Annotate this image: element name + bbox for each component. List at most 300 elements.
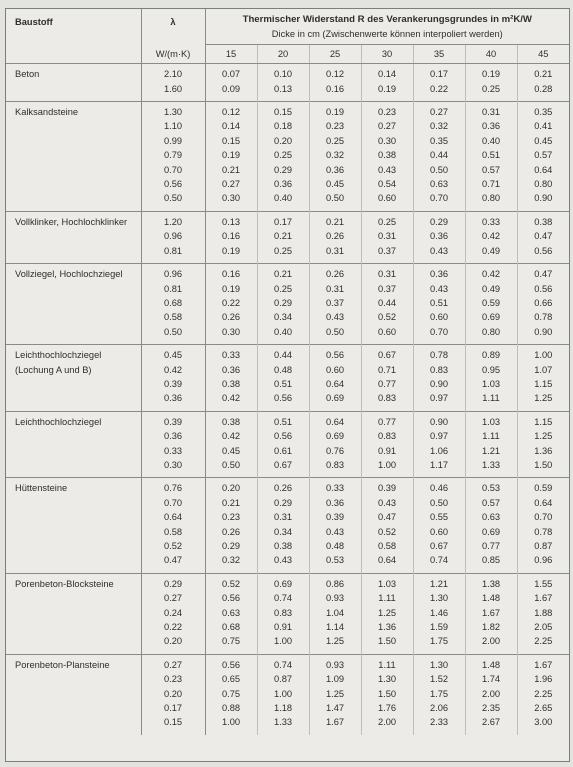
resistance-value: 2.33 (413, 715, 465, 734)
table-row (6, 64, 569, 82)
resistance-value: 0.52 (205, 573, 257, 591)
material-name-empty (6, 244, 141, 264)
resistance-value: 0.29 (257, 163, 309, 177)
resistance-value: 0.12 (309, 64, 361, 82)
resistance-value: 0.56 (517, 244, 569, 264)
resistance-value: 0.64 (309, 377, 361, 391)
resistance-value: 0.17 (413, 64, 465, 82)
resistance-value: 0.39 (361, 478, 413, 496)
resistance-value: 0.43 (361, 163, 413, 177)
resistance-value: 0.69 (257, 573, 309, 591)
resistance-value: 0.23 (309, 119, 361, 133)
material-name-empty (6, 377, 141, 391)
material-name: Vollklinker, Hochlochklinker (6, 211, 141, 229)
resistance-value: 0.34 (257, 525, 309, 539)
resistance-value: 0.31 (465, 102, 517, 120)
resistance-value: 0.26 (205, 525, 257, 539)
lambda-value: 0.50 (141, 325, 205, 345)
thickness-label: 40 (465, 44, 517, 63)
resistance-value: 0.48 (309, 539, 361, 553)
resistance-value: 2.25 (517, 634, 569, 654)
material-name-empty (6, 444, 141, 458)
resistance-value: 0.69 (465, 525, 517, 539)
resistance-value: 0.60 (413, 310, 465, 324)
lambda-value: 0.20 (141, 687, 205, 701)
resistance-value: 0.48 (257, 363, 309, 377)
resistance-value: 1.50 (361, 687, 413, 701)
lambda-header: λ (141, 9, 205, 44)
table-row (6, 391, 569, 411)
lambda-value: 0.27 (141, 654, 205, 672)
resistance-value: 0.70 (413, 191, 465, 211)
resistance-value: 1.67 (517, 591, 569, 605)
resistance-value: 0.19 (205, 244, 257, 264)
resistance-value: 0.20 (257, 134, 309, 148)
resistance-value: 0.09 (205, 82, 257, 102)
table-row (6, 510, 569, 524)
resistance-value: 0.77 (361, 411, 413, 429)
resistance-value: 1.88 (517, 606, 569, 620)
material-name-empty (6, 591, 141, 605)
lambda-value: 0.70 (141, 496, 205, 510)
resistance-value: 0.36 (413, 264, 465, 282)
lambda-value: 0.36 (141, 391, 205, 411)
resistance-value: 0.64 (517, 163, 569, 177)
table-row (6, 148, 569, 162)
resistance-value: 0.51 (257, 377, 309, 391)
table-row (6, 163, 569, 177)
resistance-value: 1.33 (257, 715, 309, 734)
table-row (6, 345, 569, 363)
material-name-empty (6, 282, 141, 296)
resistance-value: 0.42 (205, 391, 257, 411)
resistance-value: 0.80 (465, 325, 517, 345)
lambda-value: 0.58 (141, 310, 205, 324)
resistance-value: 0.21 (309, 211, 361, 229)
resistance-value: 0.19 (205, 282, 257, 296)
table-row (6, 654, 569, 672)
resistance-value: 0.16 (205, 264, 257, 282)
table-body (6, 64, 569, 735)
material-name: Leichthochlochziegel (6, 411, 141, 429)
resistance-value: 1.46 (413, 606, 465, 620)
lambda-value: 0.76 (141, 478, 205, 496)
resistance-value: 0.33 (205, 345, 257, 363)
resistance-value: 0.55 (413, 510, 465, 524)
resistance-value: 1.74 (465, 672, 517, 686)
material-name-empty (6, 148, 141, 162)
table-row (6, 102, 569, 120)
lambda-value: 0.15 (141, 715, 205, 734)
resistance-value: 0.25 (309, 134, 361, 148)
resistance-value: 0.33 (465, 211, 517, 229)
resistance-value: 0.74 (257, 591, 309, 605)
table-row (6, 411, 569, 429)
resistance-value: 0.30 (361, 134, 413, 148)
resistance-value: 0.61 (257, 444, 309, 458)
baustoff-header: Baustoff (15, 17, 53, 27)
resistance-value: 2.00 (465, 634, 517, 654)
resistance-value: 0.32 (413, 119, 465, 133)
resistance-value: 1.09 (309, 672, 361, 686)
material-name-empty (6, 525, 141, 539)
resistance-value: 0.70 (413, 325, 465, 345)
material-name: Vollziegel, Hochlochziegel (6, 264, 141, 282)
resistance-value: 0.74 (413, 553, 465, 573)
resistance-value: 0.21 (517, 64, 569, 82)
material-name-continued: (Lochung A und B) (15, 364, 92, 375)
material-name-empty (6, 82, 141, 102)
resistance-value: 0.26 (309, 229, 361, 243)
resistance-value: 1.36 (361, 620, 413, 634)
resistance-value: 2.67 (465, 715, 517, 734)
resistance-value: 0.58 (361, 539, 413, 553)
table-row (6, 229, 569, 243)
resistance-value: 0.57 (465, 163, 517, 177)
resistance-value: 1.25 (517, 429, 569, 443)
resistance-value: 1.25 (517, 391, 569, 411)
lambda-value: 0.27 (141, 591, 205, 605)
resistance-value: 0.50 (413, 496, 465, 510)
resistance-value: 0.47 (361, 510, 413, 524)
resistance-value: 0.50 (205, 458, 257, 478)
thickness-label: 25 (309, 44, 361, 63)
resistance-value: 0.41 (517, 119, 569, 133)
resistance-value: 0.40 (257, 191, 309, 211)
resistance-value: 2.05 (517, 620, 569, 634)
lambda-value: 0.36 (141, 429, 205, 443)
resistance-value: 0.68 (205, 620, 257, 634)
resistance-value: 0.42 (465, 264, 517, 282)
resistance-value: 0.29 (257, 496, 309, 510)
resistance-value: 0.52 (361, 525, 413, 539)
resistance-value: 0.25 (465, 82, 517, 102)
resistance-value: 1.25 (309, 687, 361, 701)
resistance-value: 0.43 (413, 282, 465, 296)
resistance-value: 1.67 (465, 606, 517, 620)
resistance-value: 0.56 (205, 591, 257, 605)
material-name: Kalksandsteine (6, 102, 141, 120)
lambda-value: 1.20 (141, 211, 205, 229)
resistance-value: 0.18 (257, 119, 309, 133)
resistance-value: 2.06 (413, 701, 465, 715)
material-name-empty (6, 553, 141, 573)
resistance-value: 0.38 (205, 411, 257, 429)
resistance-value: 0.59 (465, 296, 517, 310)
resistance-value: 0.35 (413, 134, 465, 148)
resistance-value: 0.47 (517, 264, 569, 282)
material-name-empty (6, 539, 141, 553)
table-row (6, 687, 569, 701)
material-name-empty (6, 163, 141, 177)
resistance-value: 0.19 (361, 82, 413, 102)
resistance-value: 1.52 (413, 672, 465, 686)
resistance-value: 1.03 (465, 377, 517, 391)
resistance-value: 0.91 (361, 444, 413, 458)
resistance-value: 0.37 (361, 244, 413, 264)
resistance-value: 0.47 (517, 229, 569, 243)
resistance-value: 0.21 (205, 163, 257, 177)
lambda-value: 0.64 (141, 510, 205, 524)
lambda-value: 0.20 (141, 634, 205, 654)
resistance-value: 0.53 (465, 478, 517, 496)
table-row (6, 325, 569, 345)
resistance-value: 0.28 (517, 82, 569, 102)
resistance-value: 0.59 (517, 478, 569, 496)
resistance-value: 0.31 (257, 510, 309, 524)
resistance-value: 1.18 (257, 701, 309, 715)
resistance-value: 1.11 (361, 591, 413, 605)
resistance-value: 0.77 (361, 377, 413, 391)
resistance-value: 0.13 (205, 211, 257, 229)
resistance-value: 1.14 (309, 620, 361, 634)
resistance-value: 0.31 (361, 229, 413, 243)
lambda-value: 0.50 (141, 191, 205, 211)
table-row (6, 377, 569, 391)
resistance-value: 0.83 (361, 429, 413, 443)
table-row (6, 119, 569, 133)
resistance-value: 0.25 (257, 282, 309, 296)
resistance-value: 1.25 (309, 634, 361, 654)
material-name-empty (6, 391, 141, 411)
resistance-value: 0.50 (413, 163, 465, 177)
lambda-value: 1.60 (141, 82, 205, 102)
resistance-value: 1.75 (413, 687, 465, 701)
table-row (6, 264, 569, 282)
resistance-value: 0.50 (309, 325, 361, 345)
header-row-title (6, 9, 569, 27)
resistance-value: 1.50 (361, 634, 413, 654)
resistance-value: 0.22 (413, 82, 465, 102)
resistance-value: 1.67 (309, 715, 361, 734)
resistance-value: 0.07 (205, 64, 257, 82)
resistance-value: 2.00 (361, 715, 413, 734)
material-name-empty (6, 510, 141, 524)
resistance-value: 0.45 (309, 177, 361, 191)
resistance-value: 0.96 (517, 553, 569, 573)
resistance-value: 0.50 (309, 191, 361, 211)
resistance-value: 0.26 (205, 310, 257, 324)
resistance-value: 0.71 (465, 177, 517, 191)
lambda-value: 1.30 (141, 102, 205, 120)
lambda-value: 1.10 (141, 119, 205, 133)
resistance-value: 1.00 (257, 687, 309, 701)
resistance-value: 0.46 (413, 478, 465, 496)
material-name-empty (6, 134, 141, 148)
resistance-value: 0.38 (257, 539, 309, 553)
resistance-value: 0.19 (309, 102, 361, 120)
resistance-value: 0.74 (257, 654, 309, 672)
lambda-value: 0.96 (141, 229, 205, 243)
lambda-value: 2.10 (141, 64, 205, 82)
resistance-value: 0.25 (361, 211, 413, 229)
resistance-value: 0.70 (517, 510, 569, 524)
lambda-value: 0.24 (141, 606, 205, 620)
resistance-value: 0.80 (517, 177, 569, 191)
table-row (6, 606, 569, 620)
resistance-value: 1.48 (465, 591, 517, 605)
lambda-value: 0.56 (141, 177, 205, 191)
resistance-value: 0.80 (465, 191, 517, 211)
resistance-value: 0.91 (257, 620, 309, 634)
lambda-value: 0.68 (141, 296, 205, 310)
resistance-value: 0.21 (257, 264, 309, 282)
resistance-value: 0.78 (517, 525, 569, 539)
resistance-value: 0.44 (361, 296, 413, 310)
resistance-value: 0.52 (361, 310, 413, 324)
resistance-value: 0.90 (413, 377, 465, 391)
table-row (6, 191, 569, 211)
table-row (6, 496, 569, 510)
resistance-value: 0.31 (309, 244, 361, 264)
resistance-value: 0.78 (413, 345, 465, 363)
lambda-value: 0.79 (141, 148, 205, 162)
table-row (6, 634, 569, 654)
resistance-value: 1.30 (361, 672, 413, 686)
lambda-value: 0.99 (141, 134, 205, 148)
material-name-empty (6, 620, 141, 634)
lambda-value: 0.23 (141, 672, 205, 686)
resistance-value: 1.50 (517, 458, 569, 478)
resistance-value: 0.38 (517, 211, 569, 229)
resistance-value: 0.93 (309, 591, 361, 605)
resistance-value: 0.36 (205, 363, 257, 377)
resistance-value: 0.87 (257, 672, 309, 686)
resistance-value: 1.07 (517, 363, 569, 377)
resistance-value: 0.29 (257, 296, 309, 310)
resistance-value: 0.38 (205, 377, 257, 391)
material-name: Beton (15, 69, 40, 80)
resistance-value: 0.26 (309, 264, 361, 282)
table-row (6, 478, 569, 496)
resistance-value: 1.25 (361, 606, 413, 620)
lambda-value: 0.30 (141, 458, 205, 478)
resistance-value: 0.23 (361, 102, 413, 120)
resistance-value: 0.56 (257, 429, 309, 443)
resistance-table-sheet (5, 8, 570, 762)
resistance-value: 0.37 (361, 282, 413, 296)
resistance-value: 1.00 (205, 715, 257, 734)
lambda-value: 0.29 (141, 573, 205, 591)
lambda-value: 0.39 (141, 411, 205, 429)
resistance-value: 0.32 (205, 553, 257, 573)
table-row (6, 177, 569, 191)
thickness-label: 30 (361, 44, 413, 63)
resistance-value: 0.23 (205, 510, 257, 524)
resistance-value: 0.60 (413, 525, 465, 539)
table-row (6, 573, 569, 591)
resistance-value: 1.76 (361, 701, 413, 715)
material-name-empty (6, 606, 141, 620)
table-row (6, 244, 569, 264)
resistance-value: 1.15 (517, 377, 569, 391)
table-row (6, 82, 569, 102)
resistance-value: 1.30 (413, 654, 465, 672)
resistance-value: 1.30 (413, 591, 465, 605)
thickness-label: 45 (517, 44, 569, 63)
resistance-value: 0.75 (205, 634, 257, 654)
resistance-value: 0.60 (361, 191, 413, 211)
material-name-empty (6, 496, 141, 510)
resistance-value: 0.31 (309, 282, 361, 296)
table-row (6, 672, 569, 686)
lambda-value: 0.42 (141, 363, 205, 377)
material-name-empty (6, 177, 141, 191)
lambda-value: 0.81 (141, 244, 205, 264)
resistance-value: 0.14 (205, 119, 257, 133)
resistance-value: 0.17 (257, 211, 309, 229)
resistance-value: 0.49 (465, 244, 517, 264)
resistance-value: 1.11 (465, 391, 517, 411)
lambda-value: 0.52 (141, 539, 205, 553)
table-row (6, 591, 569, 605)
resistance-value: 0.51 (413, 296, 465, 310)
table-row (6, 458, 569, 478)
lambda-value: 0.17 (141, 701, 205, 715)
resistance-value: 0.40 (465, 134, 517, 148)
resistance-value: 0.69 (309, 391, 361, 411)
resistance-value: 0.27 (361, 119, 413, 133)
resistance-value: 0.83 (413, 363, 465, 377)
resistance-value: 0.67 (361, 345, 413, 363)
lambda-value: 0.81 (141, 282, 205, 296)
resistance-value: 0.83 (309, 458, 361, 478)
resistance-value: 1.36 (517, 444, 569, 458)
resistance-value: 0.93 (309, 654, 361, 672)
table-row (6, 134, 569, 148)
resistance-value: 1.11 (465, 429, 517, 443)
resistance-value: 0.67 (257, 458, 309, 478)
resistance-value: 0.37 (309, 296, 361, 310)
resistance-value: 0.60 (361, 325, 413, 345)
resistance-value: 0.67 (413, 539, 465, 553)
resistance-value: 1.04 (309, 606, 361, 620)
resistance-value: 0.10 (257, 64, 309, 82)
resistance-value: 0.64 (309, 411, 361, 429)
resistance-value: 1.96 (517, 672, 569, 686)
material-name: Leichthochlochziegel (6, 345, 141, 363)
thermal-resistance-table (6, 9, 569, 735)
resistance-value: 0.27 (413, 102, 465, 120)
resistance-value: 1.21 (465, 444, 517, 458)
resistance-value: 0.15 (205, 134, 257, 148)
resistance-value: 0.90 (517, 191, 569, 211)
resistance-value: 1.03 (465, 411, 517, 429)
resistance-value: 0.44 (257, 345, 309, 363)
material-name-empty (6, 672, 141, 686)
resistance-value: 0.16 (309, 82, 361, 102)
resistance-value: 0.13 (257, 82, 309, 102)
resistance-value: 0.63 (413, 177, 465, 191)
resistance-value: 2.65 (517, 701, 569, 715)
resistance-value: 1.03 (361, 573, 413, 591)
lambda-value: 0.47 (141, 553, 205, 573)
resistance-value: 0.32 (309, 148, 361, 162)
material-name-empty (6, 429, 141, 443)
resistance-value: 0.30 (205, 325, 257, 345)
table-row (6, 310, 569, 324)
resistance-value: 0.40 (257, 325, 309, 345)
resistance-value: 1.15 (517, 411, 569, 429)
resistance-value: 0.97 (413, 391, 465, 411)
material-name-empty (6, 687, 141, 701)
resistance-value: 0.78 (517, 310, 569, 324)
resistance-value: 0.51 (257, 411, 309, 429)
resistance-value: 0.97 (413, 429, 465, 443)
resistance-value: 0.25 (257, 244, 309, 264)
resistance-value: 2.00 (465, 687, 517, 701)
resistance-value: 1.75 (413, 634, 465, 654)
